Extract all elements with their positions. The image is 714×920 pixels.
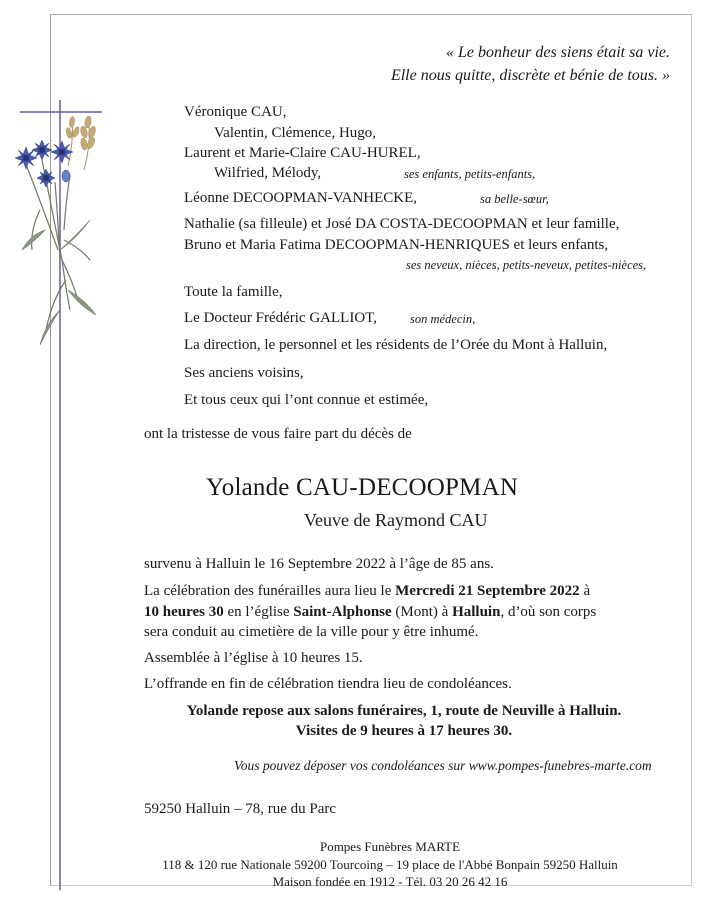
deceased-widow-of: Veuve de Raymond CAU	[304, 510, 488, 530]
footer-founded: Maison fondée en 1912 - Tél. 03 20 26 42 16	[272, 874, 508, 889]
family-leonne: Léonne DECOOPMAN-VANHECKE,	[184, 190, 418, 206]
announce-text: ont la tristesse de vous faire part du décès de	[144, 426, 412, 442]
ceremony-text-1: La célébration des funérailles aura lieu le	[144, 583, 396, 599]
quote-line-2: Elle nous quitte, discrète et bénie de tous. »	[390, 67, 670, 84]
role-nephews: ses neveux, nièces, petits-neveux, petites-nièces,	[406, 258, 647, 272]
death-info: survenu à Halluin le 16 Septembre 2022 à l’âge de 85 ans.	[144, 556, 494, 572]
quote-line-1: « Le bonheur des siens était sa vie.	[446, 44, 670, 61]
ceremony-text-2: à	[579, 583, 591, 599]
role-children: ses enfants, petits-enfants,	[404, 167, 536, 181]
wheat-icon	[65, 116, 97, 170]
role-doctor: son médecin,	[410, 312, 476, 326]
ceremony-church: Saint-Alphonse	[293, 604, 392, 620]
family-direction: La direction, le personnel et les résidents de l’Orée du Mont à Halluin,	[184, 337, 608, 353]
family-neighbours: Ses anciens voisins,	[184, 365, 304, 381]
ceremony-time: 10 heures 30	[144, 604, 224, 620]
home-address: 59250 Halluin – 78, rue du Parc	[144, 801, 337, 817]
family-bruno: Bruno et Maria Fatima DECOOPMAN-HENRIQUES et leurs enfants,	[184, 237, 609, 253]
condolences-info: Vous pouvez déposer vos condoléances sur www.pompes-funebres-marte.com	[234, 758, 652, 773]
ceremony-date: Mercredi 21 Septembre 2022	[395, 583, 580, 599]
stem-icon	[25, 160, 90, 330]
assembly-info: Assemblée à l’église à 10 heures 15.	[144, 650, 363, 666]
family-nathalie: Nathalie (sa filleule) et José DA COSTA-DECOOPMAN et leur famille,	[184, 216, 620, 232]
footer-company: Pompes Funèbres MARTE	[319, 839, 461, 854]
family-doctor: Le Docteur Frédéric GALLIOT,	[184, 310, 377, 326]
family-veronique: Véronique CAU,	[184, 104, 287, 120]
family-laurent: Laurent et Marie-Claire CAU-HUREL,	[184, 145, 421, 161]
family-grandchildren-1: Valentin, Clémence, Hugo,	[214, 125, 377, 141]
ceremony-line-1	[144, 583, 658, 600]
rest-line-1: Yolande repose aux salons funéraires, 1, route de Neuville à Halluin.	[186, 703, 622, 719]
ceremony-town: Halluin	[452, 604, 501, 620]
role-sister-in-law: sa belle-sœur,	[480, 192, 549, 206]
ceremony-text-4: (Mont) à	[391, 604, 453, 620]
footer-addresses: 118 & 120 rue Nationale 59200 Tourcoing – 19 place de l'Abbé Bonpain 59250 Halluin	[162, 857, 618, 872]
cornflower-icon	[15, 140, 73, 187]
rest-line-2: Visites de 9 heures à 17 heures 30.	[295, 723, 513, 739]
offering-info: L’offrande en fin de célébration tiendra lieu de condoléances.	[144, 676, 512, 692]
family-grandchildren-2: Wilfried, Mélody,	[214, 165, 322, 181]
cross-with-flowers-illustration	[0, 100, 130, 920]
ceremony-text-3: en l’église	[223, 604, 294, 620]
ceremony-line-3: sera conduit au cimetière de la ville pour y être inhumé.	[144, 624, 479, 640]
deceased-name: Yolande CAU-DECOOPMAN	[206, 474, 519, 501]
family-all: Toute la famille,	[184, 284, 283, 300]
family-everyone: Et tous ceux qui l’ont connue et estimée,	[184, 392, 429, 408]
ceremony-text-5: , d’où son corps	[500, 604, 597, 620]
ceremony-line-2	[144, 604, 596, 621]
